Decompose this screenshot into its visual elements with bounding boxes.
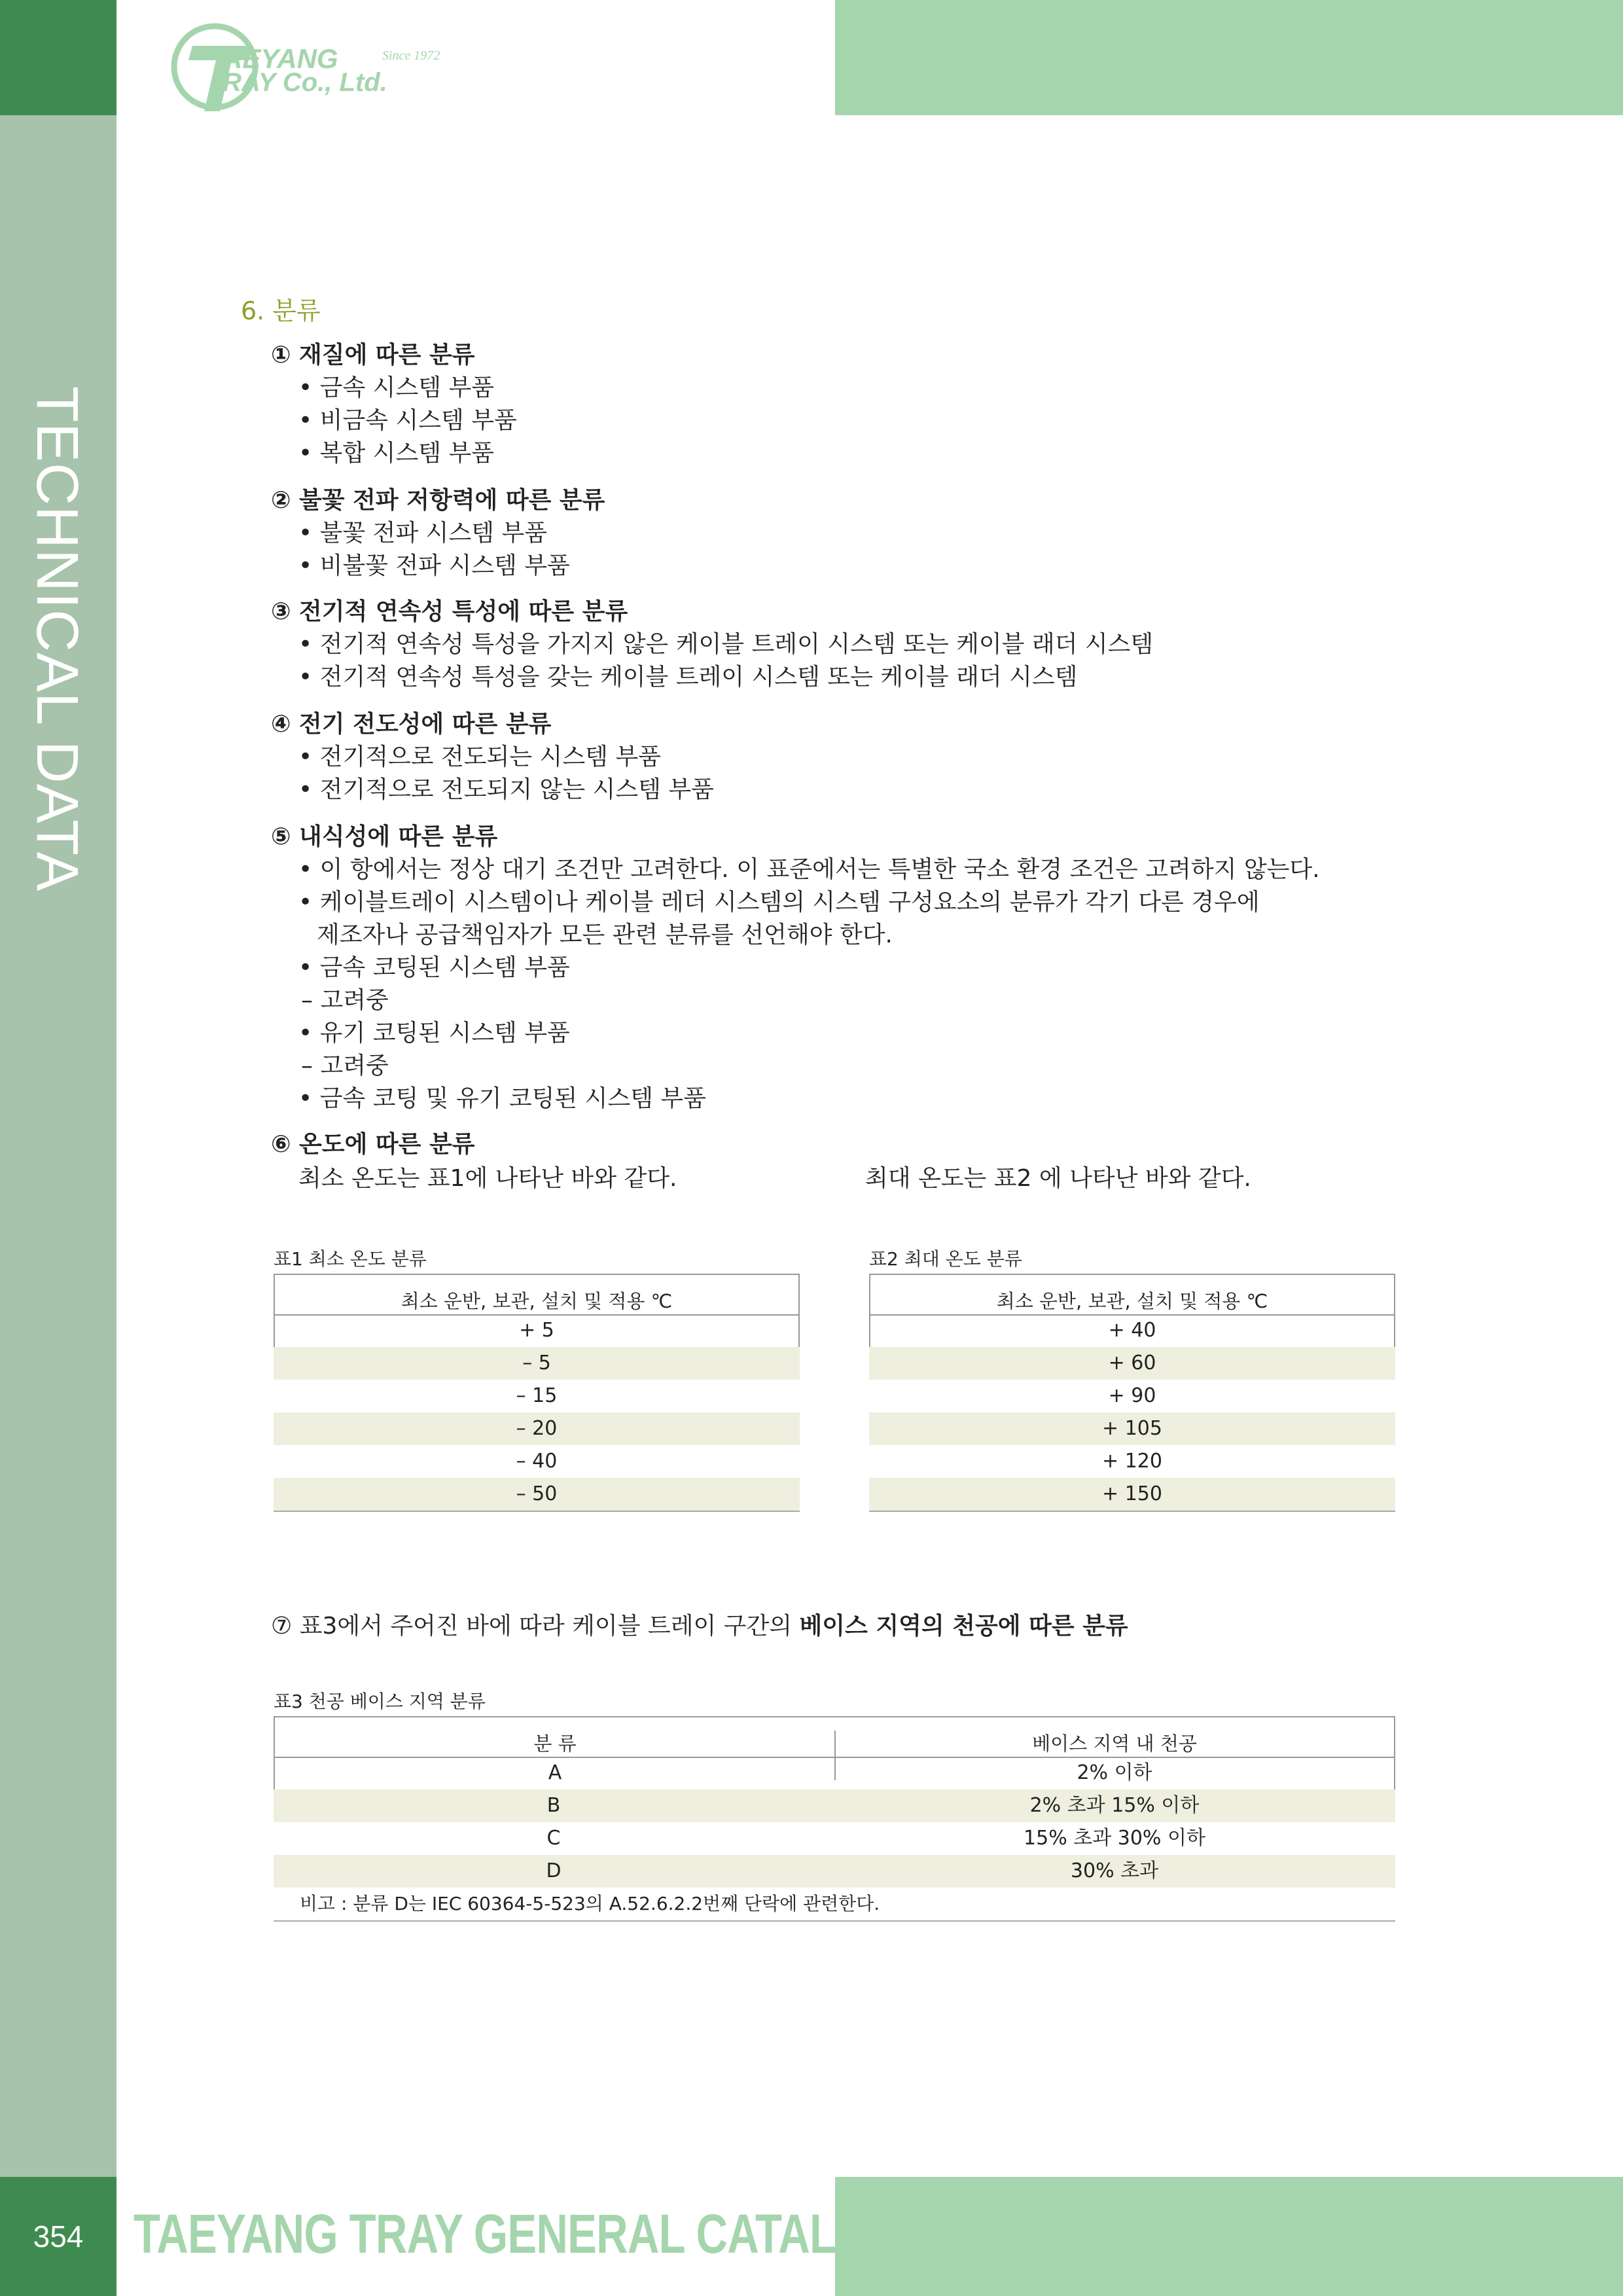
item-line: • 전기적 연속성 특성을 갖는 케이블 트레이 시스템 또는 케이블 래더 시스템 bbox=[298, 664, 1078, 691]
table3-header: 분 류 베이스 지역 내 천공 bbox=[274, 1716, 1395, 1757]
item-line: – 고려중 bbox=[301, 987, 389, 1014]
item-heading: ⑤ 내식성에 따른 분류 bbox=[271, 823, 498, 850]
item-line: • 전기적 연속성 특성을 가지지 않은 케이블 트레이 시스템 또는 케이블 래더 시스템 bbox=[298, 631, 1154, 658]
item-line: • 금속 시스템 부품 bbox=[298, 374, 494, 401]
table-row: + 105 bbox=[869, 1412, 1395, 1445]
table2-caption: 표2 최대 온도 분류 bbox=[869, 1248, 1022, 1270]
item-heading: ④ 전기 전도성에 따른 분류 bbox=[271, 711, 552, 738]
item-heading: ② 불꽃 전파 저항력에 따른 분류 bbox=[271, 487, 605, 514]
item-heading: ① 재질에 따른 분류 bbox=[271, 342, 475, 368]
table-row: + 120 bbox=[1102, 1450, 1162, 1473]
item-line: • 유기 코팅된 시스템 부품 bbox=[298, 1020, 570, 1047]
item-line: • 금속 코팅 및 유기 코팅된 시스템 부품 bbox=[298, 1085, 706, 1112]
item7-text: ⑦ 표3에서 주어진 바에 따라 케이블 트레이 구간의 베이스 지역의 천공에 따른 분류 bbox=[271, 1613, 1128, 1640]
table-row: – 40 bbox=[516, 1450, 558, 1473]
table2-header: 최소 운반, 보관, 설치 및 적용 ℃ bbox=[869, 1274, 1395, 1314]
item-line: • 복합 시스템 부품 bbox=[298, 440, 494, 467]
table-row: C 15% 초과 30% 이하 bbox=[546, 1827, 1205, 1850]
item-line: • 비불꽃 전파 시스템 부품 bbox=[298, 552, 570, 579]
footer-catalogue-title: TAEYANG TRAY GENERAL CATALOGUE bbox=[134, 2203, 963, 2265]
item-line: • 전기적으로 전도되는 시스템 부품 bbox=[298, 744, 661, 770]
table-row: D 30% 초과 bbox=[274, 1855, 1395, 1888]
item-line: 제조자나 공급책임자가 모든 관련 분류를 선언해야 한다. bbox=[317, 922, 893, 948]
header-dark-block bbox=[0, 0, 116, 115]
table-row: + 90 bbox=[1108, 1384, 1156, 1407]
item-line: • 케이블트레이 시스템이나 케이블 레더 시스템의 시스템 구성요소의 분류가 각기 다른 경우에 bbox=[298, 889, 1260, 916]
table-row: + 150 bbox=[869, 1478, 1395, 1512]
table-row: – 20 bbox=[274, 1412, 800, 1445]
item-line: – 고려중 bbox=[301, 1052, 389, 1079]
item-line: • 이 항에서는 정상 대기 조건만 고려한다. 이 표준에서는 특별한 국소 환경 조건은 고려하지 않는다. bbox=[298, 856, 1320, 883]
sidebar-title: TECHNICAL DATA bbox=[24, 386, 90, 892]
table-row: – 15 bbox=[516, 1384, 558, 1407]
section-title: 6. 분류 bbox=[241, 296, 321, 325]
item-line: • 불꽃 전파 시스템 부품 bbox=[298, 520, 547, 547]
table-row: + 60 bbox=[869, 1347, 1395, 1380]
logo-text-line2: RAY Co., Ltd. bbox=[223, 68, 387, 97]
page-number: 354 bbox=[33, 2219, 84, 2253]
table-row: B 2% 초과 15% 이하 bbox=[274, 1789, 1395, 1822]
item-line: • 금속 코팅된 시스템 부품 bbox=[298, 954, 570, 981]
table1 bbox=[274, 1274, 800, 1512]
table1-header: 최소 운반, 보관, 설치 및 적용 ℃ bbox=[274, 1274, 800, 1314]
table3-note: 비고 : 분류 D는 IEC 60364-5-523의 A.52.6.2.2번째 단락에 관련한다. bbox=[274, 1888, 1395, 1922]
table-row: + 40 bbox=[869, 1314, 1395, 1347]
table-row: – 5 bbox=[274, 1347, 800, 1380]
logo-text-line1: AEYANG bbox=[223, 43, 338, 74]
header-light-block bbox=[835, 0, 1623, 115]
table3 bbox=[274, 1716, 1395, 1922]
table-row: – 50 bbox=[274, 1478, 800, 1512]
item-line: 최대 온도는 표2 에 나타난 바와 같다. bbox=[865, 1165, 1251, 1192]
table1-caption: 표1 최소 온도 분류 bbox=[274, 1248, 427, 1270]
table2 bbox=[869, 1274, 1395, 1512]
item-line: 최소 온도는 표1에 나타난 바와 같다. bbox=[298, 1165, 677, 1192]
table-row: + 5 bbox=[274, 1314, 800, 1347]
item-line: • 전기적으로 전도되지 않는 시스템 부품 bbox=[298, 776, 714, 803]
table3-caption: 표3 천공 베이스 지역 분류 bbox=[274, 1691, 486, 1712]
item-line: • 비금속 시스템 부품 bbox=[298, 407, 517, 434]
item-heading: ⑥ 온도에 따른 분류 bbox=[271, 1131, 475, 1158]
table-row: A 2% 이하 bbox=[274, 1757, 1395, 1789]
item-heading: ③ 전기적 연속성 특성에 따른 분류 bbox=[271, 598, 628, 625]
logo-since: Since 1972 bbox=[382, 48, 440, 63]
